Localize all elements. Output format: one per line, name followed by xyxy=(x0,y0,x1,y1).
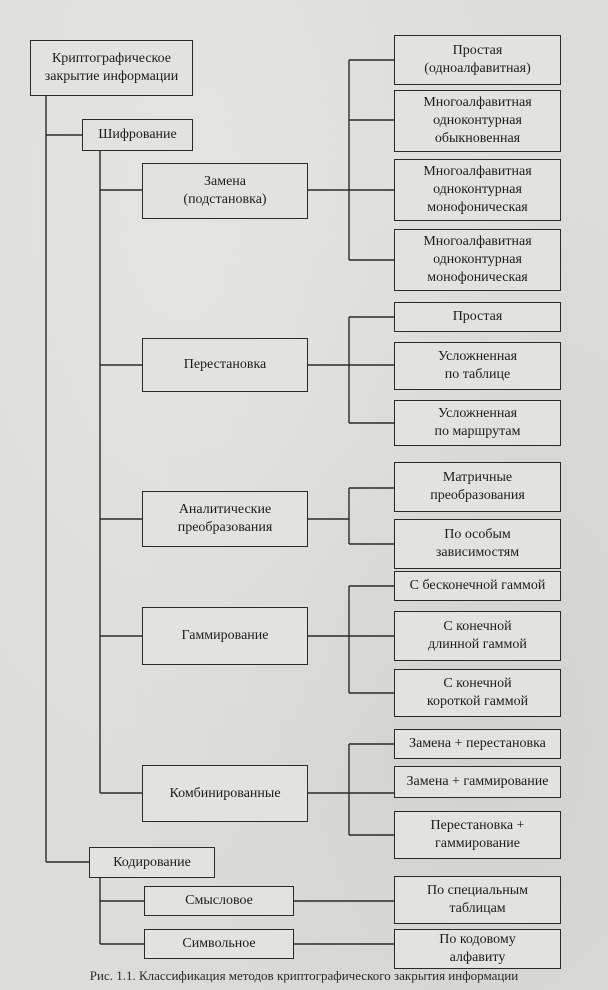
analytic-node: Аналитические преобразования xyxy=(142,491,308,547)
permutation-child-simple: Простая xyxy=(394,302,561,332)
analytic-child-special: По особым зависимостям xyxy=(394,519,561,569)
semantic-child-tables: По специальным таблицам xyxy=(394,876,561,924)
combined-child-sub-gamma: Замена + гаммирование xyxy=(394,766,561,798)
gamma-node: Гаммирование xyxy=(142,607,308,665)
gamma-child-long: С конечной длинной гаммой xyxy=(394,611,561,661)
coding-node: Кодирование xyxy=(89,847,215,878)
permutation-node: Перестановка xyxy=(142,338,308,392)
substitution-node: Замена (подстановка) xyxy=(142,163,308,219)
analytic-child-matrix: Матричные преобразования xyxy=(394,462,561,512)
encryption-node: Шифрование xyxy=(82,119,193,151)
permutation-child-table: Усложненная по таблице xyxy=(394,342,561,390)
substitution-child-simple: Простая (одноалфавитная) xyxy=(394,35,561,85)
symbolic-child-alphabet: По кодовому алфавиту xyxy=(394,929,561,969)
gamma-child-short: С конечной короткой гаммой xyxy=(394,669,561,717)
combined-child-perm-gamma: Перестановка + гаммирование xyxy=(394,811,561,859)
substitution-child-multi-monophonic: Многоалфавитная одноконтурная монофоническая xyxy=(394,159,561,221)
combined-node: Комбинированные xyxy=(142,765,308,822)
symbolic-node: Символьное xyxy=(144,929,294,959)
substitution-child-multi-monophonic-2: Многоалфавитная одноконтурная монофоническая xyxy=(394,229,561,291)
gamma-child-infinite: С бесконечной гаммой xyxy=(394,571,561,601)
substitution-child-multi-ordinary: Многоалфавитная одноконтурная обыкновенная xyxy=(394,90,561,152)
figure-caption: Рис. 1.1. Классификация методов криптографического закрытия информации xyxy=(89,968,519,983)
permutation-child-routes: Усложненная по маршрутам xyxy=(394,400,561,446)
root-node: Криптографическое закрытие информации xyxy=(30,40,193,96)
combined-child-sub-perm: Замена + перестановка xyxy=(394,729,561,759)
semantic-node: Смысловое xyxy=(144,886,294,916)
